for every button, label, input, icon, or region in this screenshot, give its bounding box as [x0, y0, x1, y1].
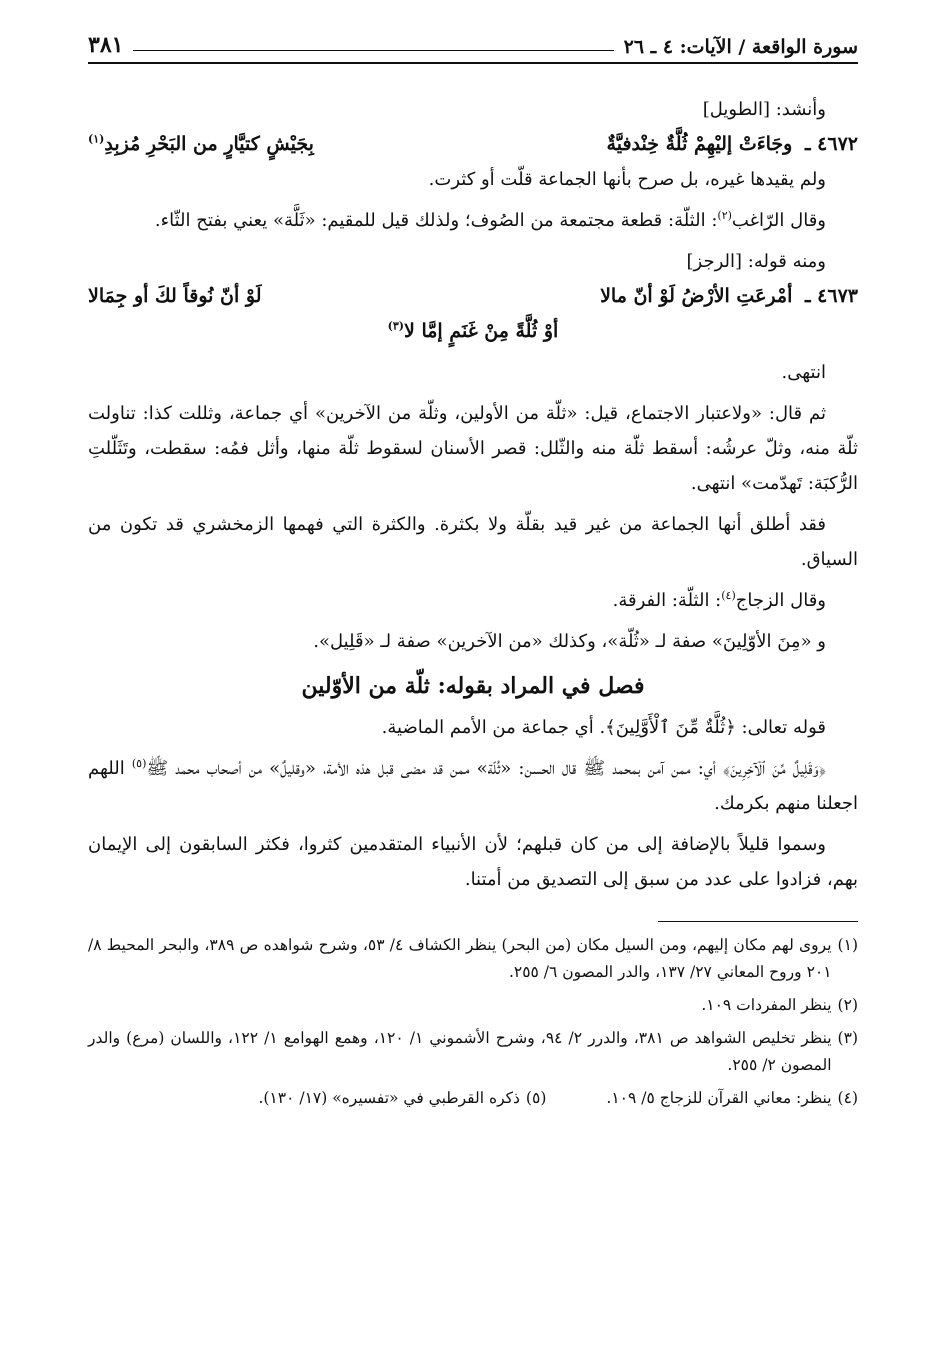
paragraph: وقال الرّاغب$^{(٢)}$: الثلّة: قطعة مجتمعة من الصُوف؛ ولذلك قيل للمقيم: «ثَلَّة» يعني بفتح الثّاء. [154, 209, 826, 231]
footnote-ref: (٤) [721, 589, 736, 602]
verse-4672-second-hemistich: بِجَيْشٍ كتيَّارٍ من البَحْرِ مُزبِدِ$^{(١)}$ [88, 132, 314, 155]
paragraph: ثم قال: «ولاعتبار الاجتماع، قيل: «ثلّة من الأولين، وثلّة من الآخرين» أي جماعة، وثللت كذا: تناولت ثلّة منه، وثلّ عرشُه: أسقط ثلّة منه والثّلل: قصر الأسنان لسقوط ثلّة منها، وأثل فمُه: سقطت، وتَثَلّلتِ الرُّكبَة: تَهدّمت» انتهى. [88, 403, 858, 494]
header-rule [88, 62, 858, 64]
footnote-rule [658, 921, 858, 922]
verse-number: ٤٦٧٣ ـ [804, 285, 858, 307]
paragraph: انتهى. [781, 362, 826, 383]
footnote-1: (١) يروى لهم مكان إليهم، ومن السيل مكان (من البحر) ينظر الكشاف ٤/ ٥٣، وشرح شواهده ص ٣٨٩، والبحر المحيط ٨/ ٢٠١ وروح المعاني ٢٧/ ١٣٧، والدر المصون ٦/ ٢٥٥. [88, 936, 858, 981]
verse-4673-first-hemistich: ٤٦٧٣ ـ أمْرعَتِ الأرْضُ لَوْ أنّ مالا [600, 285, 858, 307]
footnote-ref: (٥) [131, 757, 147, 770]
paragraph: فقد أطلق أنها الجماعة من غير قيد بقلّة ولا بكثرة. والكثرة التي فهمها الزمخشري قد تكون من السياق. [88, 514, 858, 570]
running-header [88, 28, 858, 58]
paragraph: قوله تعالى: ﴿ثُلَّةٌ مِّنَ ٱلْأَوَّلِينَ﴾. أي جماعة من الأمم الماضية. [381, 717, 826, 738]
footnotes-4-5 [88, 1085, 858, 1118]
paragraph: وسموا قليلاً بالإضافة إلى من كان قبلهم؛ لأن الأنبياء المتقدمين كثروا، فكثر السابقون إلى الإيمان بهم، فزادوا على عدد من سبق إلى التصديق من أمتنا. [88, 834, 858, 890]
paragraph: ولم يقيدها غيره، بل صرح بأنها الجماعة قلّت أو كثرت. [428, 169, 826, 190]
verse-4672 [88, 127, 858, 162]
paragraph: ﴿وَقَلِيلٌ مِّنَ ٱلْآخِرِينَ﴾ أي: ممن آمن بمحمد ﷺ قال الحسن: «ثُلّة» ممن قد مضى قبل هذه الأمة، «وقليلٌ» من أصحاب محمد ﷺ$^{(٥)}$ اللهم اجعلنا منهم بكرمك. [88, 757, 858, 814]
main-text [88, 92, 858, 897]
footnote-ref: (١) [88, 132, 105, 146]
footnote-3: (٣) ينظر تخليص الشواهد ص ٣٨١، والدرر ٢/ ٩٤، وشرح الأشموني ١/ ١٢٠، وهمع الهوامع ١/ ١٢٢، واللسان (مرع) والدر المصون ٢/ ٢٥٥. [88, 1029, 858, 1074]
verse-4673-third-hemistich: أوْ ثُلَّةً مِنْ غَنَمٍ إمَّا لا$^{(٣)}$ [387, 319, 559, 342]
header-leader-line [133, 50, 613, 51]
meter-note: ومنه قوله: [الرجز] [686, 251, 826, 272]
footnote-5: (٥) ذكره القرطبي في «تفسيره» (١٧/ ١٣٠). [258, 1089, 547, 1107]
footnote-ref: (٣) [387, 319, 404, 333]
section-heading: فصل في المراد بقوله: ثلّة من الأوّلين [301, 673, 645, 699]
paragraph: و «مِنَ الأوّلِينَ» صفة لـ «ثُلّة»، وكذلك «من الآخرين» صفة لـ «قَلِيل». [313, 631, 826, 652]
footnote-ref: (٢) [717, 209, 732, 222]
book-page [88, 28, 858, 1352]
verse-4673-second-hemistich: لَوْ أنّ نُوقاً لكَ أو جِمَالا [88, 285, 262, 307]
page-number: ٣٨١ [88, 32, 124, 58]
verse-4672-first-hemistich: ٤٦٧٢ ـ وجَاءَتْ إليْهِمْ ثُلَّةٌ خِنْدفيَّةٌ [606, 133, 858, 155]
paragraph: وقال الزجاج$^{(٤)}$: الثلّة: الفرقة. [612, 589, 826, 611]
header-title: سورة الواقعة / الآيات: ٤ ـ ٢٦ [623, 36, 858, 58]
footnote-2: (٢) ينظر المفردات ١٠٩. [701, 996, 858, 1014]
footnotes [88, 932, 858, 1118]
verse-4673 [88, 279, 858, 314]
meter-note: وأنشد: [الطويل] [702, 99, 826, 120]
verse-number: ٤٦٧٢ ـ [804, 133, 858, 155]
footnote-4: (٤) ينظر: معاني القرآن للزجاج ٥/ ١٠٩. [606, 1089, 858, 1107]
